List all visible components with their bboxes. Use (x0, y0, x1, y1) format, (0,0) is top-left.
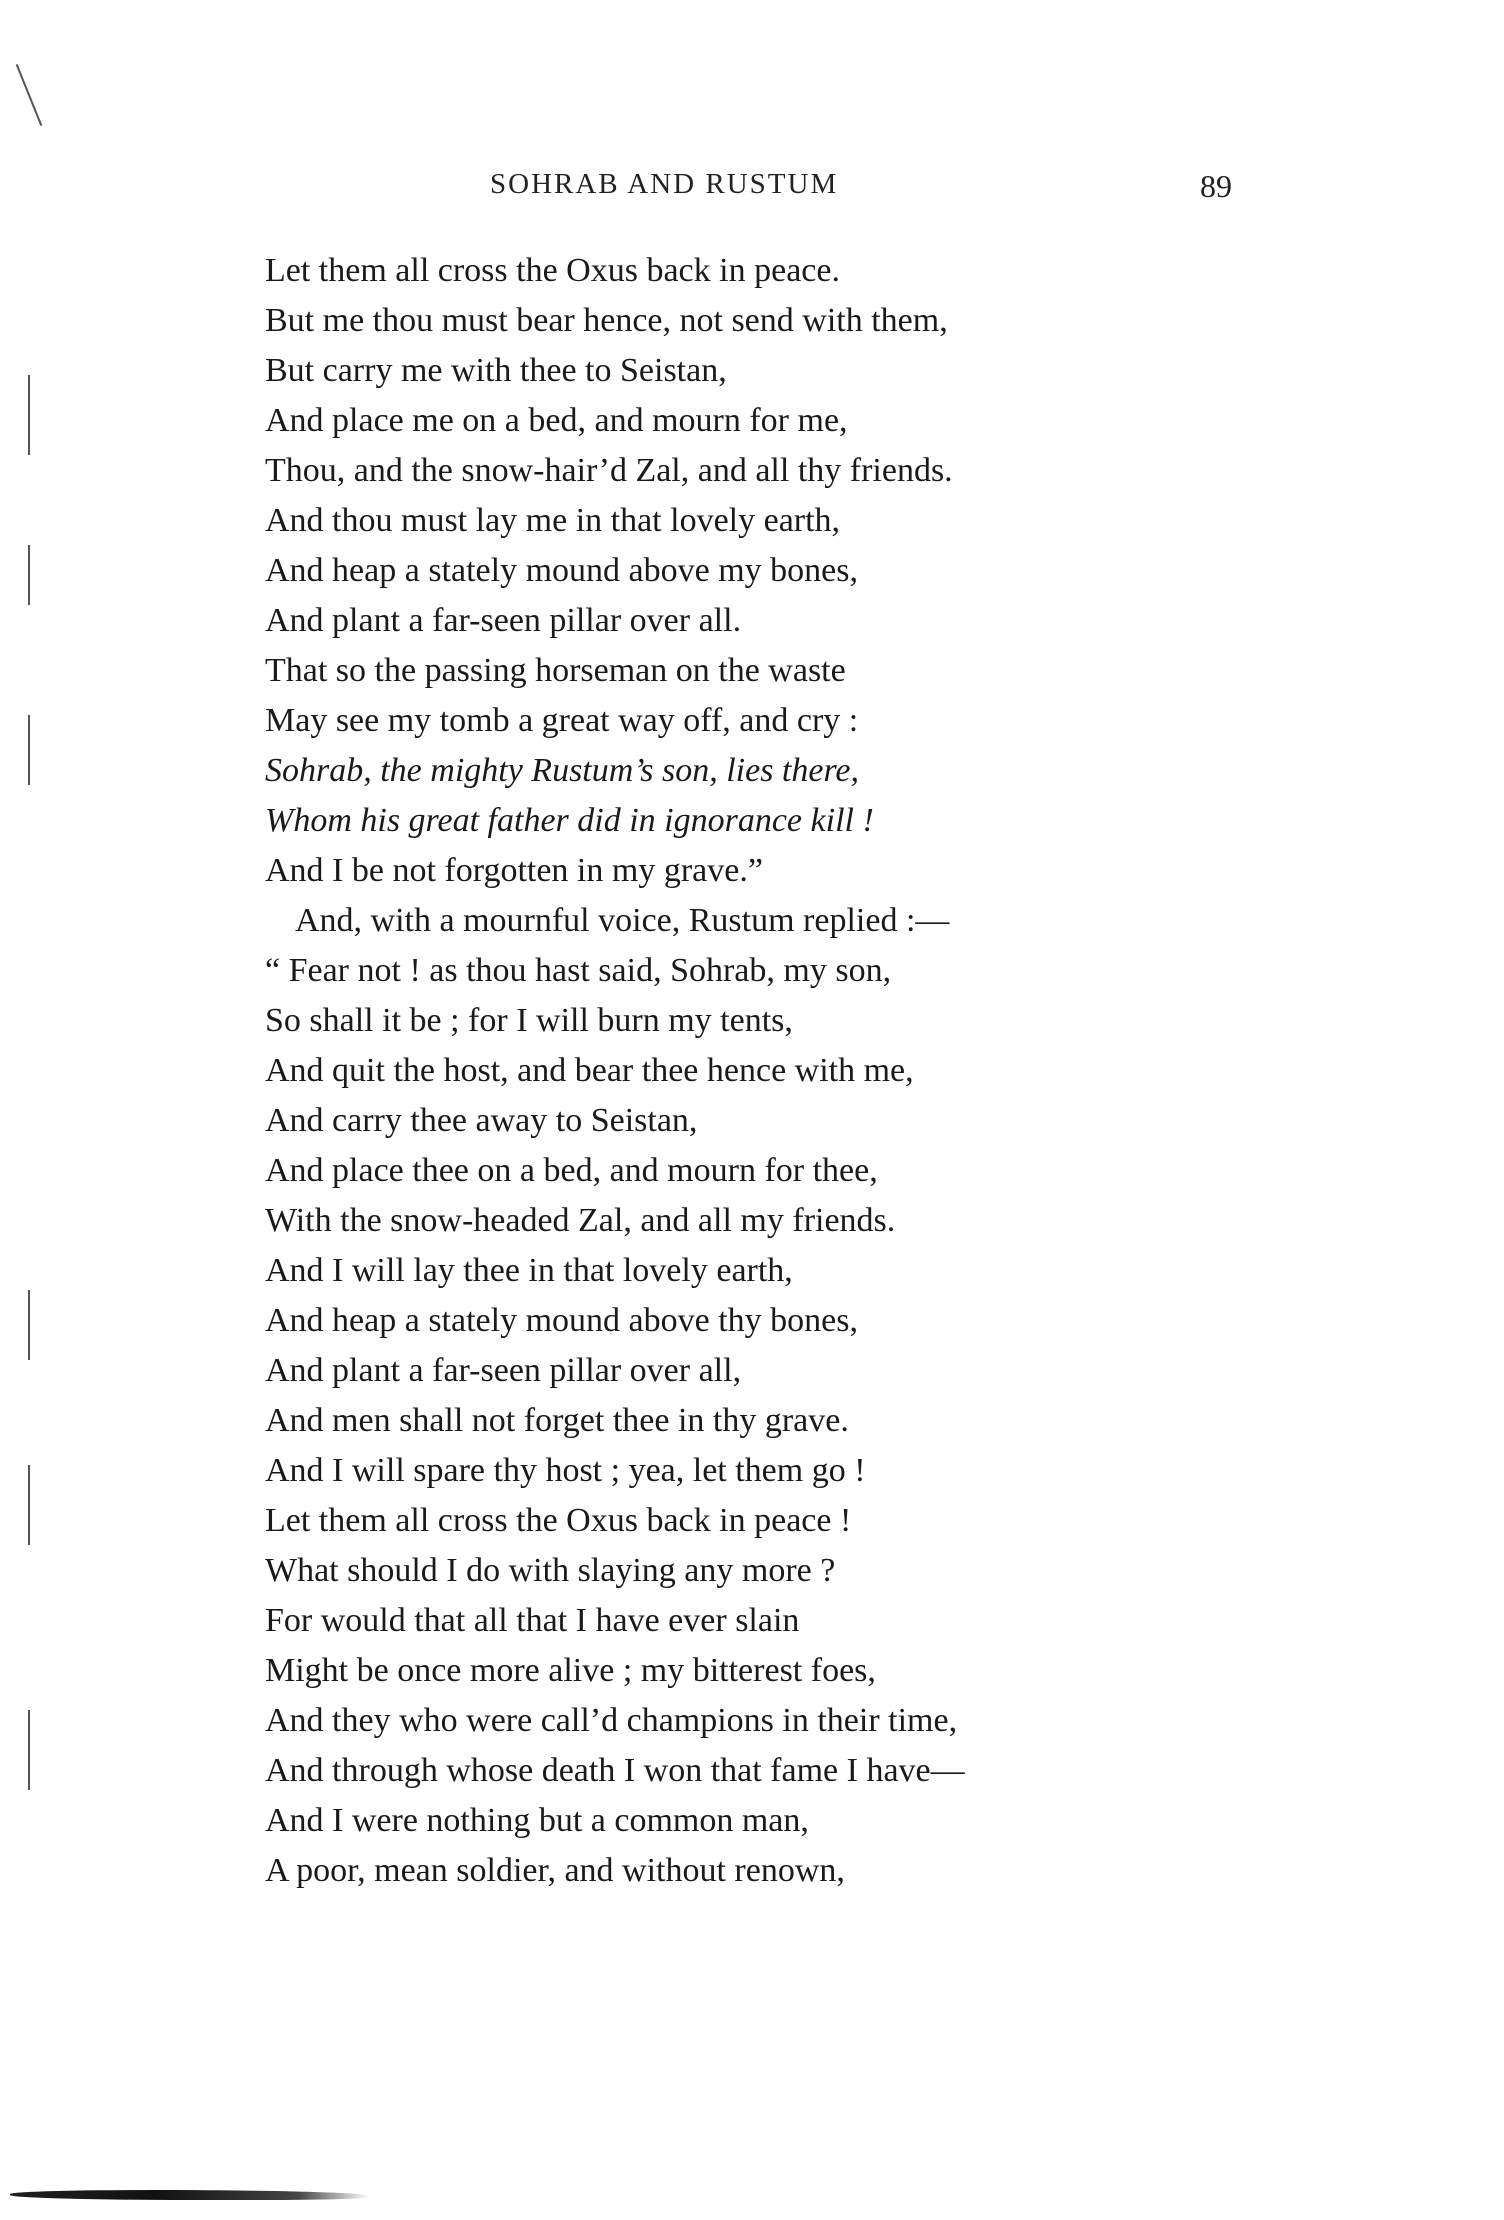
scan-artifact (28, 375, 30, 455)
poem-line: And through whose death I won that fame I have— (265, 1752, 965, 1789)
scan-artifact (28, 715, 30, 785)
poem-line: And I will spare thy host ; yea, let them go ! (265, 1452, 866, 1489)
poem-line: With the snow-headed Zal, and all my friends. (265, 1202, 896, 1239)
poem-line: And thou must lay me in that lovely earth, (265, 502, 841, 539)
poem-line: And men shall not forget thee in thy grave. (265, 1402, 849, 1439)
poem-line: And I be not forgotten in my grave.” (265, 852, 763, 889)
poem-line: That so the passing horseman on the waste (265, 652, 846, 689)
scan-artifact (16, 64, 43, 126)
poem-line: “ Fear not ! as thou hast said, Sohrab, my son, (265, 952, 892, 989)
poem-line: For would that all that I have ever slain (265, 1602, 800, 1639)
poem-text (265, 246, 1265, 1896)
poem-line: And plant a far-seen pillar over all, (265, 1352, 742, 1389)
poem-line: And carry thee away to Seistan, (265, 1102, 698, 1139)
poem-line: A poor, mean soldier, and without renown, (265, 1852, 845, 1889)
poem-line: But me thou must bear hence, not send with them, (265, 302, 948, 339)
poem-line: And they who were call’d champions in their time, (265, 1702, 958, 1739)
poem-line-italic: Sohrab, the mighty Rustum’s son, lies there, (265, 752, 860, 789)
scan-artifact (28, 1465, 30, 1545)
running-head (0, 168, 1504, 208)
scan-artifact (28, 1710, 30, 1790)
poem-line: And place thee on a bed, and mourn for thee, (265, 1152, 878, 1189)
running-title: SOHRAB AND RUSTUM (490, 168, 839, 200)
poem-line: Let them all cross the Oxus back in peace ! (265, 1502, 852, 1539)
poem-line: Thou, and the snow-hair’d Zal, and all thy friends. (265, 452, 953, 489)
poem-line: And I will lay thee in that lovely earth, (265, 1252, 793, 1289)
poem-line: What should I do with slaying any more ? (265, 1552, 836, 1589)
scan-artifact (28, 545, 30, 605)
poem-line: Let them all cross the Oxus back in peace. (265, 252, 840, 289)
page-number: 89 (1200, 168, 1232, 204)
poem-line: And place me on a bed, and mourn for me, (265, 402, 848, 439)
poem-line: And quit the host, and bear thee hence with me, (265, 1052, 914, 1089)
poem-line: But carry me with thee to Seistan, (265, 352, 727, 389)
scan-artifact (28, 1290, 30, 1360)
poem-line: May see my tomb a great way off, and cry : (265, 702, 859, 739)
ink-blot (10, 2190, 370, 2200)
poem-line: And I were nothing but a common man, (265, 1802, 809, 1839)
poem-line: And heap a stately mound above thy bones, (265, 1302, 858, 1339)
poem-line-indented: And, with a mournful voice, Rustum replied :— (295, 902, 950, 939)
poem-line-italic: Whom his great father did in ignorance kill ! (265, 802, 874, 839)
poem-line: So shall it be ; for I will burn my tents, (265, 1002, 793, 1039)
poem-line: And plant a far-seen pillar over all. (265, 602, 742, 639)
poem-line: And heap a stately mound above my bones, (265, 552, 858, 589)
poem-line: Might be once more alive ; my bitterest foes, (265, 1652, 876, 1689)
